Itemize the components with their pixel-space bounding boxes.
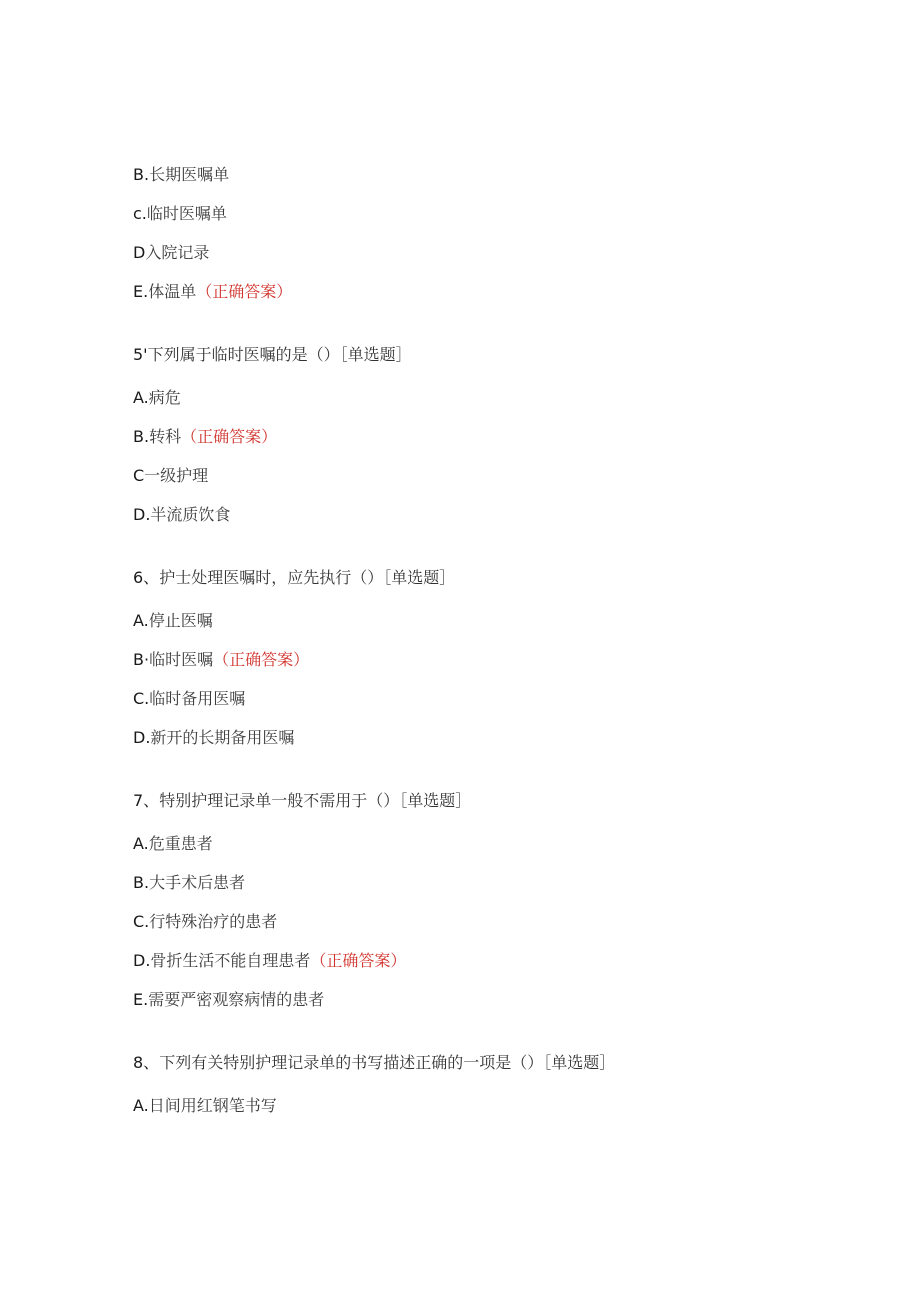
option-line [133, 243, 209, 263]
option-text: 需要严密观察病情的患者 [148, 990, 325, 1009]
option-label: c. [133, 204, 147, 223]
question-line [133, 1053, 615, 1073]
option-label: B. [133, 427, 150, 446]
option-label: D. [133, 728, 151, 747]
option-label: C. [133, 912, 150, 931]
option-line [133, 204, 227, 224]
option-line [133, 165, 229, 185]
option-label: D. [133, 951, 151, 970]
option-label: A. [133, 611, 149, 630]
option-label: A. [133, 1096, 149, 1115]
correct-answer-mark: （正确答案） [196, 282, 293, 301]
question-line [133, 791, 471, 811]
question-line [133, 345, 412, 365]
option-text: 骨折生活不能自理患者 [150, 951, 311, 970]
option-text: 大手术后患者 [149, 873, 246, 892]
option-label: B. [133, 165, 150, 184]
option-text: 危重患者 [148, 834, 213, 853]
option-text: 临时备用医嘱 [149, 689, 246, 708]
question-text: 下列属于临时医嘱的是（）［单选题］ [147, 345, 412, 364]
question-number: 8、 [133, 1053, 160, 1072]
option-line [133, 427, 277, 447]
correct-answer-mark: （正确答案） [213, 650, 310, 669]
option-label: A. [133, 388, 149, 407]
option-label: E. [133, 990, 149, 1009]
question-text: 护士处理医嘱时，应先执行（）［单选题］ [159, 568, 456, 587]
option-line [133, 282, 292, 302]
option-line [133, 834, 213, 854]
question-number: 6、 [133, 568, 160, 587]
option-line [133, 912, 277, 932]
option-label: B. [133, 873, 150, 892]
correct-answer-mark: （正确答案） [310, 951, 407, 970]
option-label: C. [133, 689, 150, 708]
option-text: 转科 [149, 427, 182, 446]
option-text: 体温单 [148, 282, 197, 301]
option-text: 一级护理 [144, 466, 209, 485]
option-line [133, 466, 208, 486]
option-line [133, 650, 309, 670]
option-text: 长期医嘱单 [149, 165, 230, 184]
question-number: 7、 [133, 791, 160, 810]
option-line [133, 505, 230, 525]
option-label: B· [133, 650, 150, 669]
option-label: A. [133, 834, 149, 853]
option-text: 临时医嘱单 [146, 204, 227, 223]
option-text: 日间用红钢笔书写 [148, 1096, 277, 1115]
option-text: 行特殊治疗的患者 [149, 912, 278, 931]
option-text: 病危 [148, 388, 181, 407]
option-label: D [133, 243, 146, 262]
option-line [133, 728, 294, 748]
correct-answer-mark: （正确答案） [181, 427, 278, 446]
question-number: 5' [133, 345, 148, 364]
option-label: E. [133, 282, 149, 301]
option-text: 新开的长期备用医嘱 [150, 728, 295, 747]
option-line [133, 1096, 277, 1116]
option-label: D. [133, 505, 151, 524]
option-line [133, 990, 324, 1010]
option-line [133, 611, 213, 631]
option-text: 入院记录 [145, 243, 210, 262]
option-text: 停止医嘱 [148, 611, 213, 630]
question-text: 特别护理记录单一般不需用于（）［单选题］ [159, 791, 472, 810]
option-text: 临时医嘱 [149, 650, 214, 669]
option-text: 半流质饮食 [150, 505, 231, 524]
option-line [133, 689, 245, 709]
option-line [133, 388, 181, 408]
option-label: C [133, 466, 145, 485]
question-text: 下列有关特别护理记录单的书写描述正确的一项是（）［单选题］ [159, 1053, 616, 1072]
question-line [133, 568, 455, 588]
option-line [133, 873, 245, 893]
option-line [133, 951, 406, 971]
